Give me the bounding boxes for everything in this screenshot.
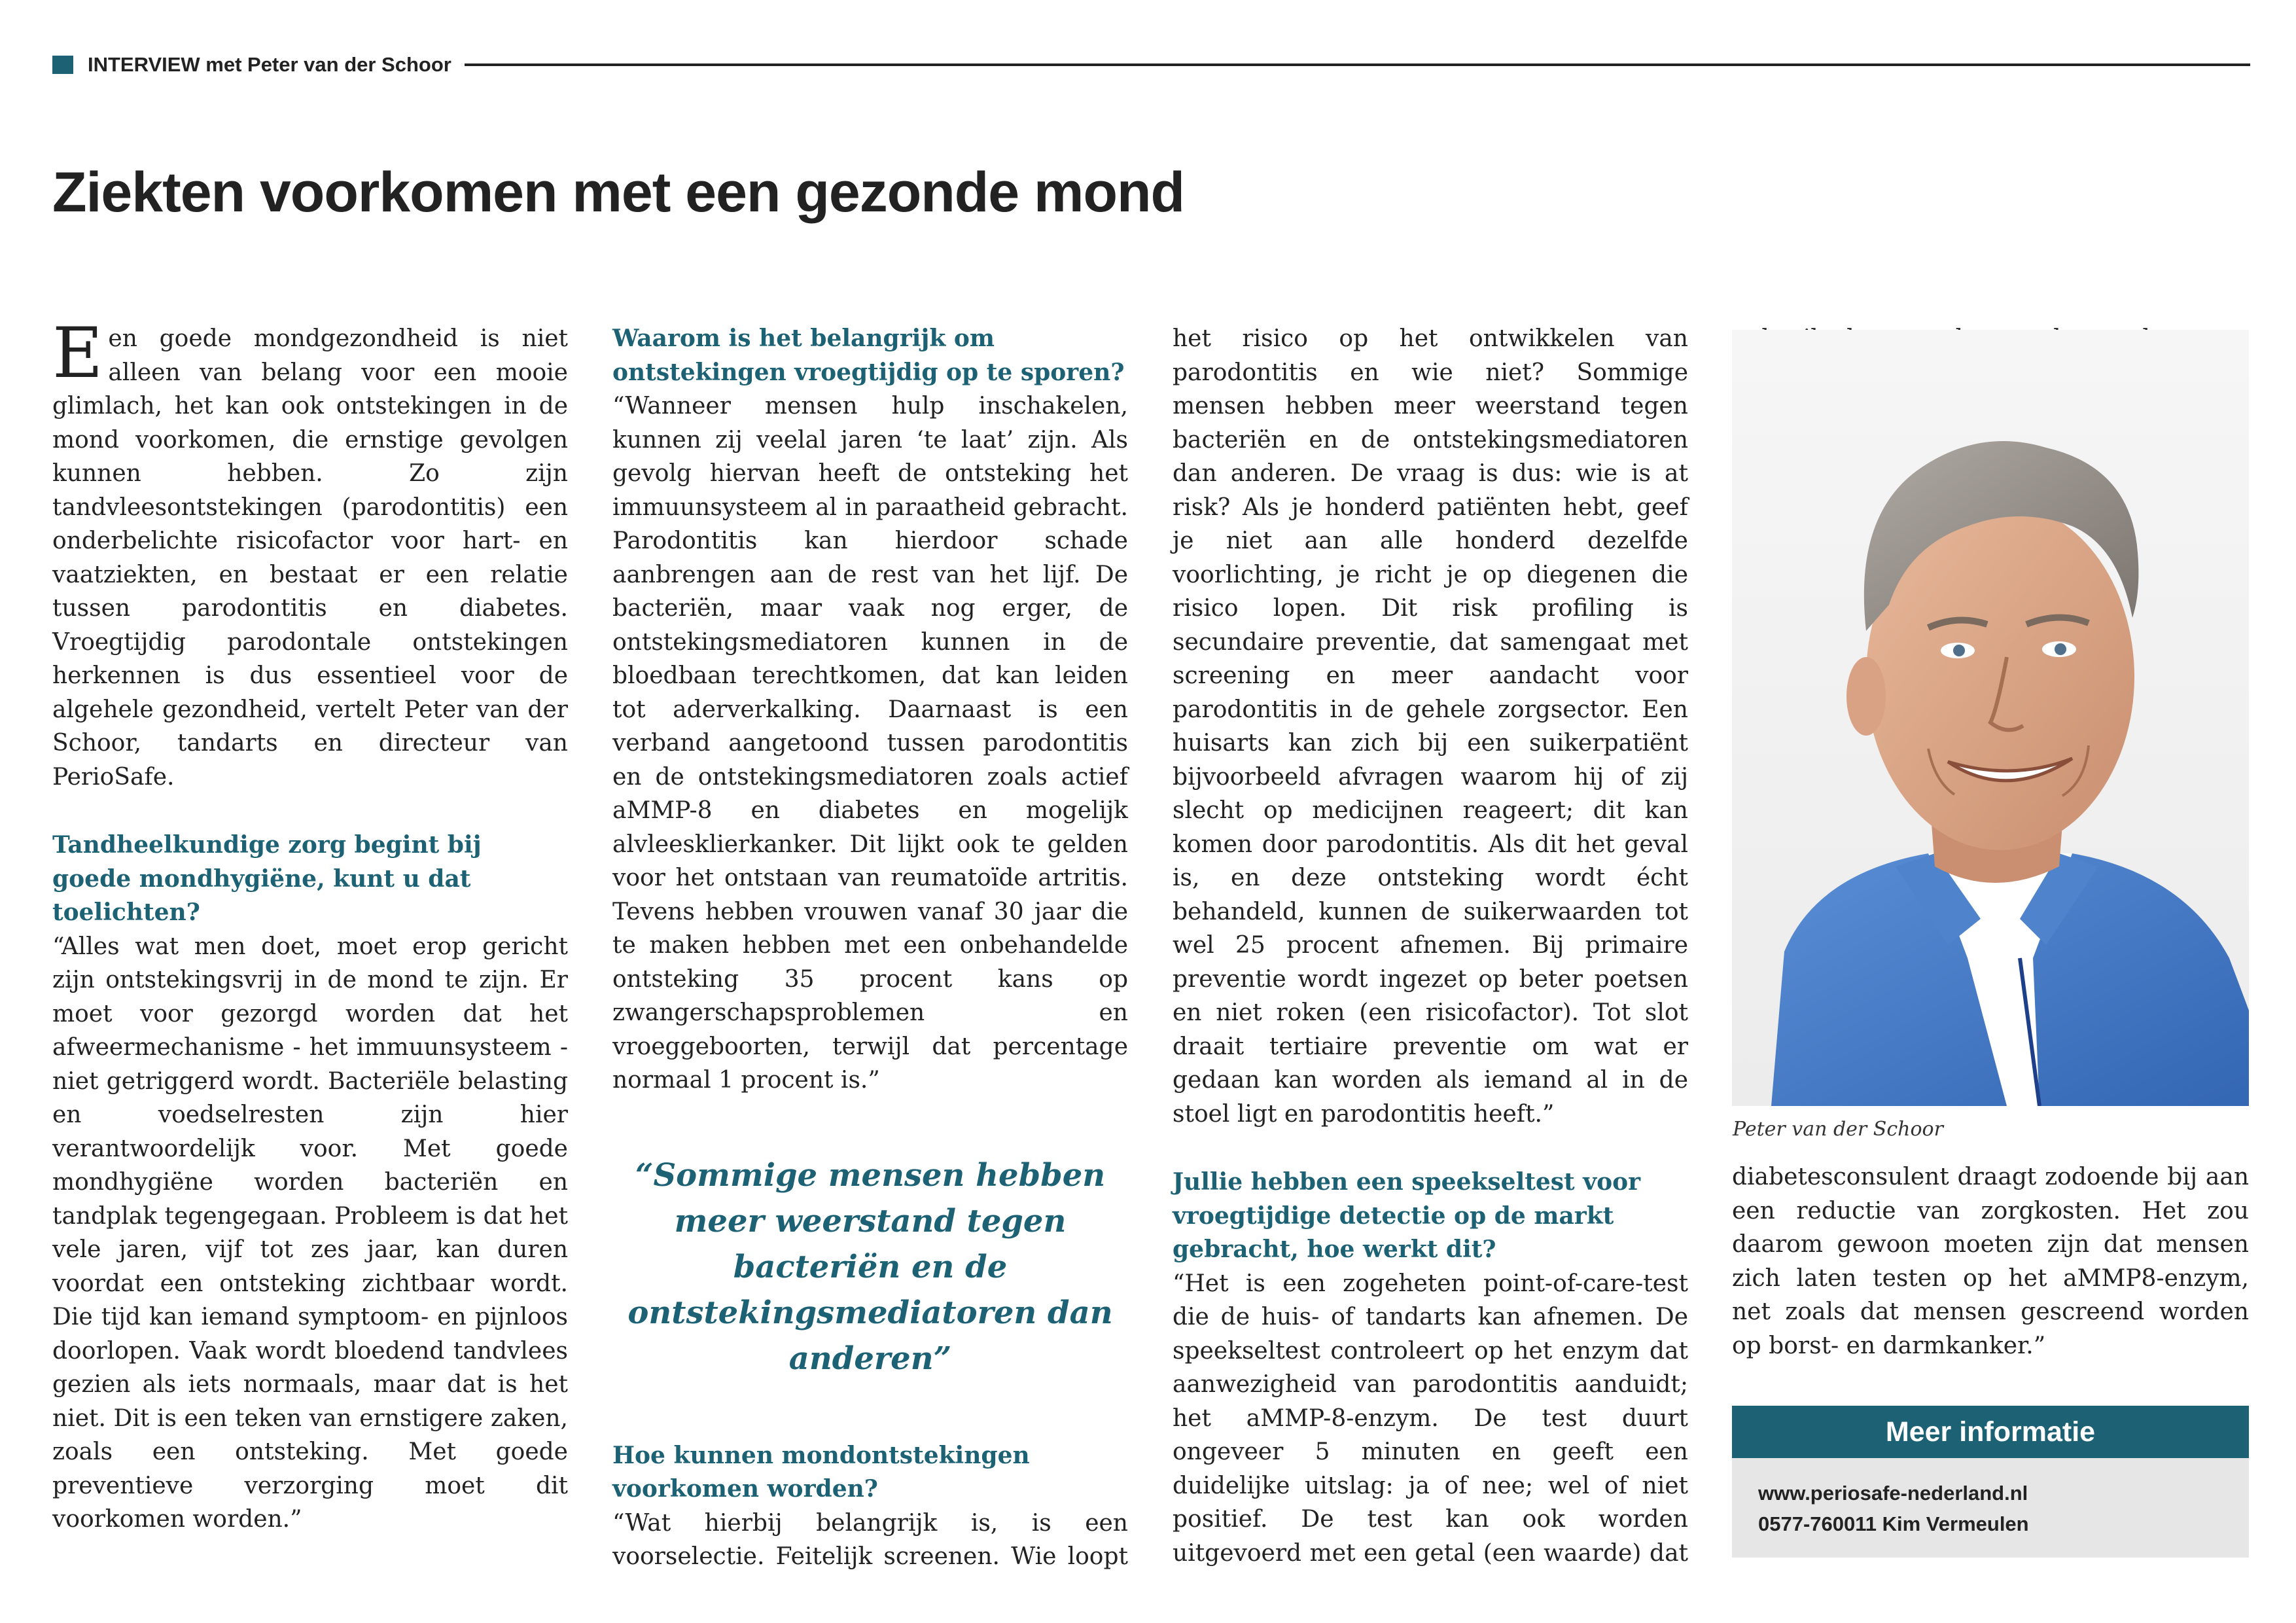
intro-text-flow: en goede mondgezondheid is niet alleen van belang voor een mooie glimlach, het kan ook ontstekingen in de mond voorkomen, die ernstige gevolgen kunnen hebben. Zo zijn tandvleesontstekingen (parodontitis) een onderbelichte risicofactor voor hart- en vaatziekten, en bestaat er een relatie tussen parodontitis en diabetes. Vroegtijdig parodontale ontstekingen herkennen is dus essentieel voor de algehele gezondheid, vertelt Peter van der Schoor, tandarts en directeur van PerioSafe. (52, 325, 568, 791)
info-box-title: Meer informatie (1732, 1406, 2249, 1458)
article-column-4 (1732, 1160, 2249, 1363)
portrait-illustration (1732, 330, 2249, 1106)
subheading-question-3: Hoe kunnen mondontstekingen voorkomen worden? (612, 1441, 1030, 1503)
photo-caption: Peter van der Schoor (1733, 1118, 1943, 1141)
pull-quote: “Sommige mensen hebben meer weerstand tegen bacteriën en de ontstekingsmediatoren dan anderen” (627, 1156, 1113, 1377)
section-marker (52, 56, 73, 74)
website-link[interactable]: www.periosafe-nederland.nl (1758, 1482, 2028, 1505)
answer-paragraph-2: “Wanneer mensen hulp inschakelen, kunnen zij veelal jaren ‘te laat’ zijn. Als gevolg hiervan heeft de ontsteking het immuunsysteem al in paraatheid gebracht. Parodontitis kan hierdoor schade aanbrengen aan de rest van het lijf. De bacteriën, maar vaak nog erger, de ontstekingsmediatoren kunnen in de bloedbaan terechtkomen, dat kan leiden tot aderverkalking. Daarnaast is een verband aangetoond tussen parodontitis en de ontstekingsmediatoren zoals actief aMMP-8 en diabetes en mogelijk alvleesklierkanker. Dit lijkt ook te gelden voor het ontstaan van reumatoïde artritis. Tevens hebben vrouwen vanaf 30 jaar die te maken hebben met een onbehandelde ontsteking 35 procent kans op zwangerschapsproblemen en vroeggeboorten, terwijl dat percentage normaal 1 procent is.” (612, 393, 1128, 1094)
portrait-photo (1732, 330, 2249, 1106)
subheading-question-4: Jullie hebben een speekseltest voor vroegtijdige detectie op de markt gebracht, hoe werkt dit? (1173, 1168, 1641, 1263)
subheading-question-2-flow: Waarom is het belangrijk om ontstekingen vroegtijdig op te sporen? (612, 325, 1125, 386)
subheading-question-1-flow: Tandheelkundige zorg begint bij goede mondhygiëne, kunt u dat toelichten? (52, 831, 482, 926)
answer-paragraph-1-flow: “Alles wat men doet, moet erop gericht zijn ontstekingsvrij in de mond te zijn. Er moet voor gezorgd worden dat het afweermechanisme - het immuunsysteem - niet getriggerd wordt. Bacteriële belasting en voedselresten zijn hier verantwoordelijk voor. Met goede mondhygiëne worden bacteriën en tandplak tegengegaan. Probleem is dat het vele jaren, vijf tot zes jaar, kan duren voordat een ontsteking zichtbaar wordt. Die tijd kan iemand symptoom- en pijnloos doorlopen. Vaak wordt bloedend tandvlees gezien als iets normaals, maar dat is het niet. Dit is een teken van ernstigere zaken, zoals een ontsteking. Met goede preventieve verzorging moet dit voorkomen worden.” (52, 933, 568, 1533)
answer-paragraph-4: “Het is een zogeheten point-of-care-test die de huis- of tandarts kan afnemen. De speekseltest controleert op het enzym dat aanwezigheid van parodontitis aanduidt; het aMMP-8-enzym. De test duurt ongeveer 5 minuten en geeft een duidelijke uitslag: ja of nee; wel of niet positief. De test kan ook worden uitgevoerd met een getal (een waarde) dat (1173, 1270, 1688, 1567)
drop-cap-flow: E (52, 313, 103, 393)
article-flow (52, 313, 1688, 1578)
header-rule (465, 63, 2250, 66)
info-box (1732, 1406, 2249, 1558)
contact-phone: 0577-760011 Kim Vermeulen (1758, 1512, 2029, 1535)
section-header (52, 50, 2250, 80)
intro-paragraph-flow (52, 313, 568, 794)
answer-paragraph-4-continued: diabetesconsulent draagt zodoende bij aan een reductie van zorgkosten. Het zou daarom gewoon moeten zijn dat mensen zich laten testen op het aMMP8-enzym, net zoals dat mensen gescreend worden op borst- en darmkanker.” (1732, 1164, 2249, 1359)
article-title: Ziekten voorkomen met een gezonde mond (52, 161, 1185, 224)
section-kicker: INTERVIEW met Peter van der Schoor (88, 53, 451, 76)
info-box-body (1732, 1458, 2249, 1558)
answer-paragraph-3: “Wat hierbij belangrijk is, is een voorselectie. Feitelijk screenen. Wie loopt het risico op het ontwikkelen van parodontitis en wie niet? Sommige mensen hebben meer weerstand tegen bacteriën en de ontstekingsmediatoren dan anderen. De vraag is dus: wie is at risk? Als je honderd patiënten hebt, geef je niet aan alle honderd dezelfde voorlichting, je richt je op diegenen die risico lopen. Dit risk profiling is secundaire preventie, dat samengaat met screening en meer aandacht voor parodontitis in de gehele zorgsector. Een huisarts kan zich bij een suikerpatiënt bijvoorbeeld afvragen waarom hij of zij slecht op medicijnen reageert; dit kan komen door parodontitis. Als dit het geval is, en deze ontsteking wordt écht behandeld, kunnen de suikerwaarden tot wel 25 procent afnemen. Bij primaire preventie wordt ingezet op beter poetsen en niet roken (een risicofactor). Tot slot draait tertiaire preventie om wat er gedaan kan worden als iemand al in de stoel ligt en parodontitis heeft.” (612, 325, 1688, 1570)
